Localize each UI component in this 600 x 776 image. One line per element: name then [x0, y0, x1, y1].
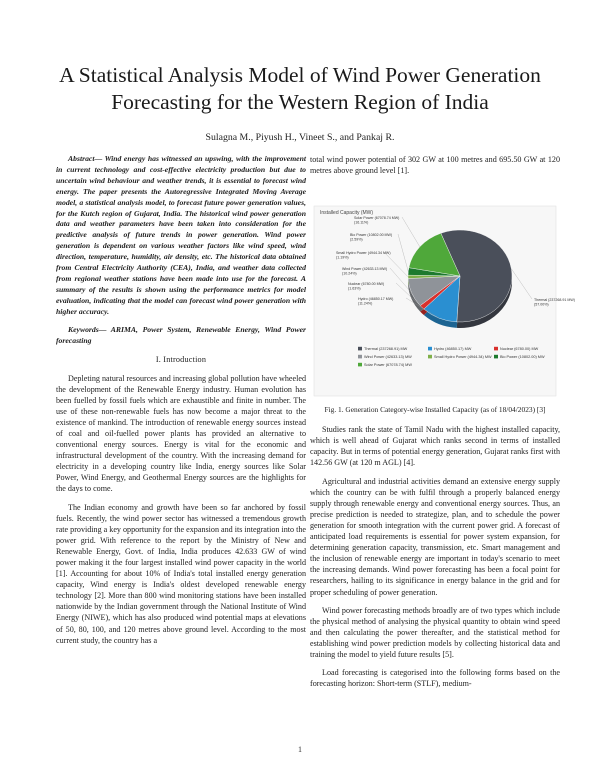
legend-entry: Solar Power (67078.74) MW: [364, 363, 412, 368]
paper-title: A Statistical Analysis Model of Wind Power Generation Forecasting for the Western Region of India: [59, 63, 541, 114]
legend-entry: Bio Power (10802.00) MW: [500, 355, 545, 360]
pie-slices: [408, 230, 512, 328]
slice-label: Solar Power (67078.74 MW) (16.11%): [354, 216, 400, 225]
legend-swatch: [358, 355, 362, 359]
slice-label: Nuclear (6780.00 MW) (1.63%): [348, 282, 385, 291]
pie-chart-svg: [310, 184, 575, 400]
figure-pie-chart: [310, 184, 575, 400]
legend-swatch: [428, 355, 432, 359]
slice-label: Bio Power (10802.00 MW) (2.59%): [350, 233, 393, 242]
legend-swatch: [494, 355, 498, 359]
keywords: Keywords— ARIMA, Power System, Renewable Energy, Wind Power forecasting: [56, 324, 306, 345]
figure-caption: Fig. 1. Generation Category-wise Installed Capacity (as of 18/04/2023) [3]: [324, 405, 546, 415]
right-column: [310, 154, 575, 696]
body-paragraph: Wind power forecasting methods broadly are of two types which include the physical method of analysing the physical quantity to obtain wind speed and then calculating the power thereafter, and the statistical method for establishing wind power prediction models by collecting historical data and training the model to yield future results [5].: [310, 605, 560, 659]
legend-entry: Nuclear (6780.00) MW: [500, 347, 539, 352]
body-paragraph: Agricultural and industrial activities demand an extensive energy supply which the country can be with fulfil through a properly balanced energy supply through renewable energy and conventional energy sources. Thus, an precise prediction is needed to strategize, plan, and to schedule the power generation for smooth integration with the current power grid. A forecast of anticipated load requirements is essential for power system expansion, for determining generation capacity, transmission, etc. Smart management and the inclusion of renewable energy are important in today's scenario to meet the increasing demands. Wind power forecasting has been a focal point for researchers, hailing to its significance in energy balance in the grid and for proper scheduling of power generation.: [310, 476, 560, 597]
page-number: 1: [298, 745, 302, 754]
legend-entry: Wind Power (42633.13) MW: [364, 355, 412, 360]
slice-label: Hydro (46850.17 MW) (11.24%): [358, 297, 394, 306]
legend-entry: Thermal (237268.91) MW: [364, 347, 408, 352]
legend-swatch: [494, 347, 498, 351]
body-paragraph-continued: total wind power potential of 302 GW at 100 metres and 695.50 GW at 120 metres above ground level [1].: [310, 155, 560, 176]
slice-label: Thermal (237268.91 MW) (57.00%): [534, 298, 575, 307]
legend-entry: Hydro (46850.17) MW: [434, 347, 472, 352]
abstract: Abstract— Wind energy has witnessed an upswing, with the improvement in current technology and cost-effective electricity production but due to uncertain wind behaviour and weather trends, it is essential to forecast wind energy. The paper presents the Autoregressive Integrated Moving Average model, a statistical analysis model, to forecast future power generation values, for the Kutch region of Gujarat, India. The historical wind power generation data and weather parameters have been taken into consideration for the predictive analysis of future trends in power generation. Wind power generation is dependent on various weather factors like wind speed, wind direction, temperature, humidity, air density, etc. The historical data obtained from Central Electricity Authority (CEA), India, and weather data collected from regional weather stations have been made into use for the forecast. A summary of the results is shown using the performance metrics for model evaluation, indicating that the model can forecast wind power generation with higher accuracy.: [56, 154, 306, 316]
legend-entry: Small Hydro Power (4944.34) MW: [434, 355, 492, 360]
left-column: [56, 154, 306, 653]
slice-label: Wind Power (42633.13 MW) (10.24%): [342, 267, 388, 276]
body-paragraph: Load forecasting is categorised into the following forms based on the forecasting horizon: Short-term (STLF), medium-: [310, 668, 560, 689]
legend-swatch: [358, 347, 362, 351]
chart-title: Installed Capacity (MW): [320, 210, 374, 217]
body-paragraph: Depleting natural resources and increasing global pollution have wheeled the development of the Renewable Energy industry. Human evolution has been fuelled by fossil fuels which are exhaustible and finite in number. The use of these non-renewable fuels has now become a major threat to the existence of mankind. The introduction of renewable energy sources instead of coal and oil-fuelled power plants has provided an alternative to conventional energy sources. Energy is vital for the economic and infrastructural development of the country. With the increasing demand for electricity in a developing country like India, energy sources like Solar Power, Wind Energy, and Geothermal Energy sources are the highlights for the days to come.: [56, 373, 306, 494]
section-heading-introduction: I. Introduction: [155, 355, 207, 365]
body-paragraph: Studies rank the state of Tamil Nadu with the highest installed capacity, which is well ahead of Gujarat which ranks second in terms of installed capacity. But in terms of potential energy generation, Gujarat ranks first with 142.56 GW (at 120 m AGL) [4].: [310, 425, 560, 468]
author-list: Sulagna M., Piyush H., Vineet S., and Pankaj R.: [205, 132, 395, 143]
legend-swatch: [358, 363, 362, 367]
slice-label: Small Hydro Power (4944.34 MW) (1.19%): [336, 251, 391, 260]
legend-swatch: [428, 347, 432, 351]
body-paragraph: The Indian economy and growth have been so far anchored by fossil fuels. Recently, the wind power sector has witnessed a tremendous growth rate providing a key opportunity for the expansion and its integration into the power grid. With reference to the report by the Ministry of New and Renewable Energy, Govt. of India, India produces 42.633 GW of wind power making it the four largest installed wind power capacity in the world [1]. Accounting for about 10% of India's total installed energy generation capacity, Wind energy is India's oldest developed renewable energy technology [2]. More than 800 wind monitoring stations have been installed nationwide by the Indian government through the National Institute of Wind Energy (NIWE), which has also produced wind potential maps at elevations of 50, 80, 100, and 120 metres above ground level. According to the most current study, the country has a: [56, 502, 306, 645]
